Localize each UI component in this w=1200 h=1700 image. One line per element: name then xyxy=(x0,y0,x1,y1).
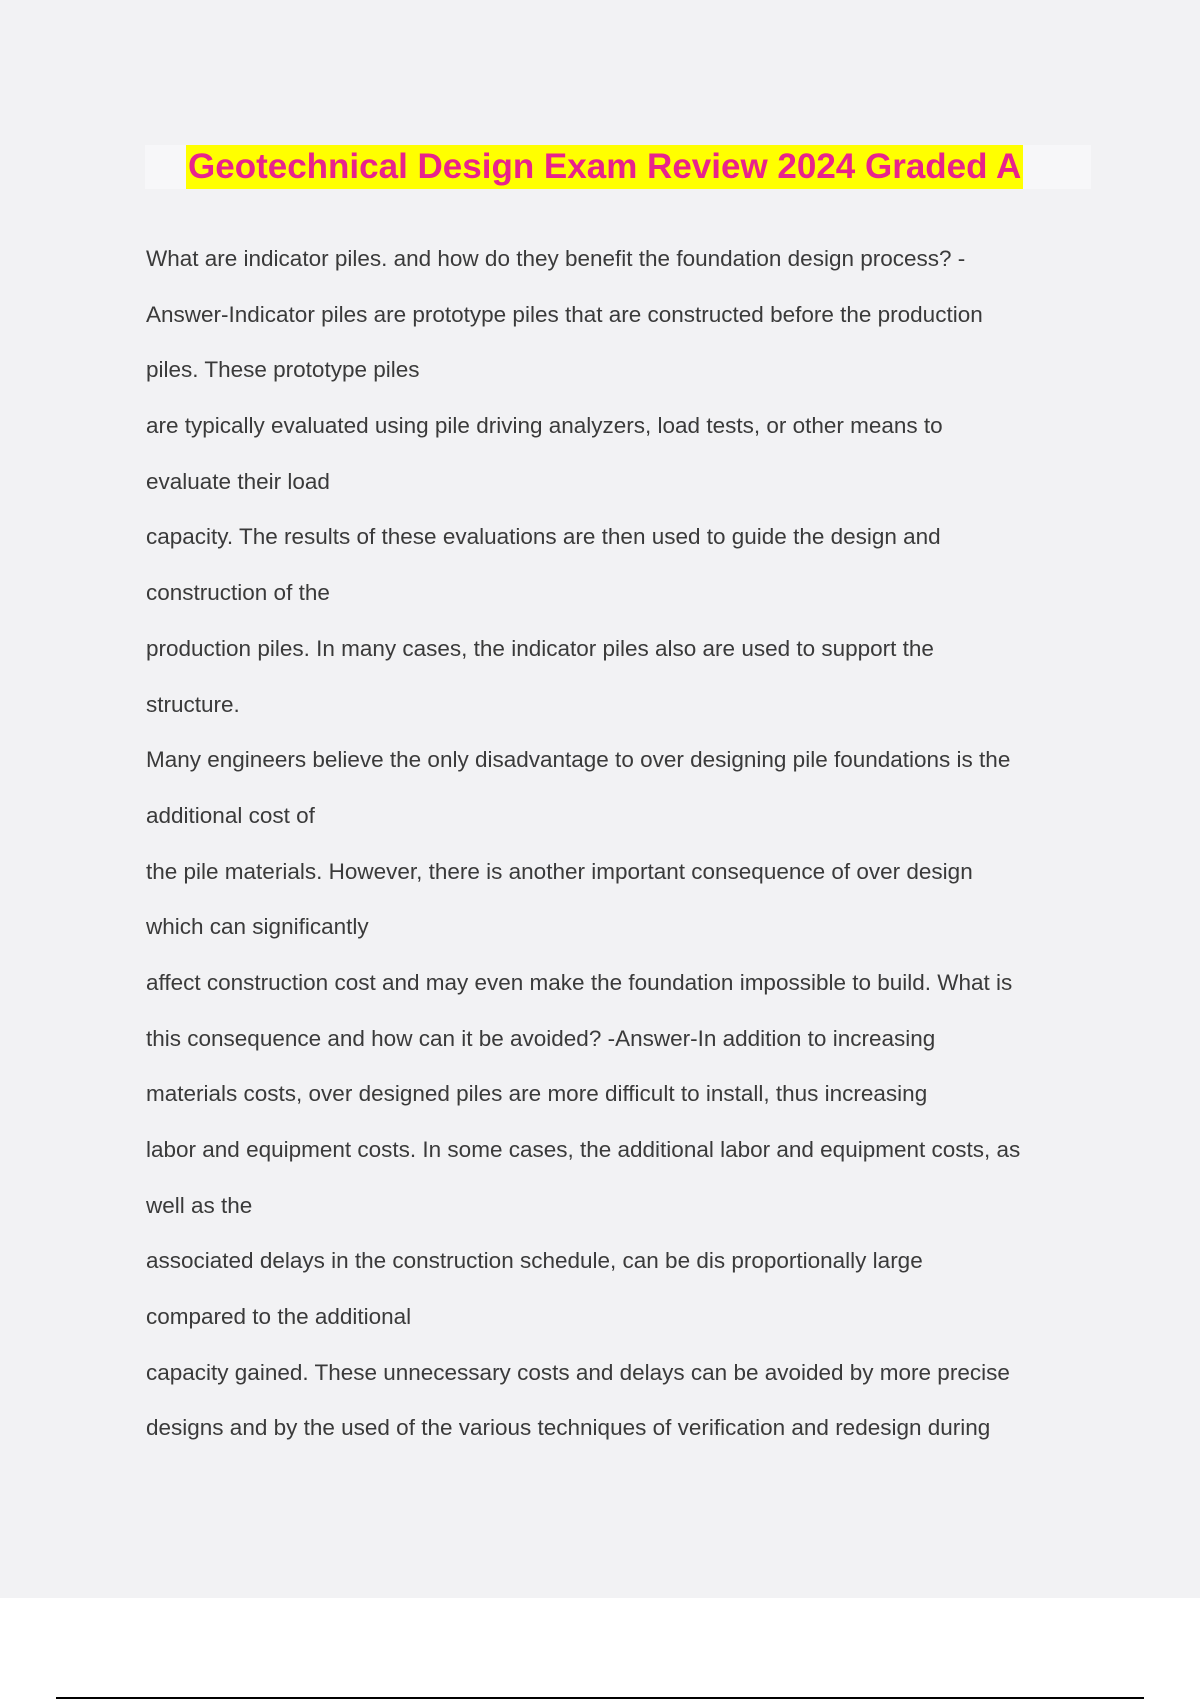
text-line: compared to the additional xyxy=(146,1304,412,1330)
text-line: capacity. The results of these evaluations are then used to guide the design and xyxy=(146,524,941,550)
text-line: the pile materials. However, there is another important consequence of over design xyxy=(146,858,973,884)
text-line: materials costs, over designed piles are more difficult to install, thus increasing xyxy=(146,1081,928,1107)
text-line: construction of the xyxy=(146,580,330,606)
document-title: Geotechnical Design Exam Review 2024 Graded A xyxy=(186,145,1023,189)
text-line: well as the xyxy=(146,1192,253,1218)
text-line: associated delays in the construction schedule, can be dis proportionally large xyxy=(146,1248,923,1274)
text-line: which can significantly xyxy=(146,914,369,940)
text-line: structure. xyxy=(146,691,240,717)
footer-divider xyxy=(56,1697,1144,1699)
text-line: this consequence and how can it be avoided? -Answer-In addition to increasing xyxy=(146,1025,936,1051)
text-line: capacity gained. These unnecessary costs and delays can be avoided by more precise xyxy=(146,1359,1010,1385)
text-line: What are indicator piles. and how do they benefit the foundation design process? - xyxy=(146,246,966,271)
text-line: are typically evaluated using pile driving analyzers, load tests, or other means to xyxy=(146,413,943,439)
text-line: labor and equipment costs. In some cases, the additional labor and equipment costs, as xyxy=(146,1137,1021,1162)
text-line: piles. These prototype piles xyxy=(146,357,420,383)
text-line: additional cost of xyxy=(146,802,315,828)
text-line: designs and by the used of the various techniques of verification and redesign during xyxy=(146,1415,991,1441)
text-line: Many engineers believe the only disadvantage to over designing pile foundations is the xyxy=(146,747,1011,773)
document-body xyxy=(146,231,1106,1456)
text-line: production piles. In many cases, the indicator piles also are used to support the xyxy=(146,635,934,661)
text-line: Answer-Indicator piles are prototype piles that are constructed before the production xyxy=(146,301,983,327)
text-line: affect construction cost and may even make the foundation impossible to build. What is xyxy=(146,969,1013,995)
text-line: evaluate their load xyxy=(146,468,330,494)
